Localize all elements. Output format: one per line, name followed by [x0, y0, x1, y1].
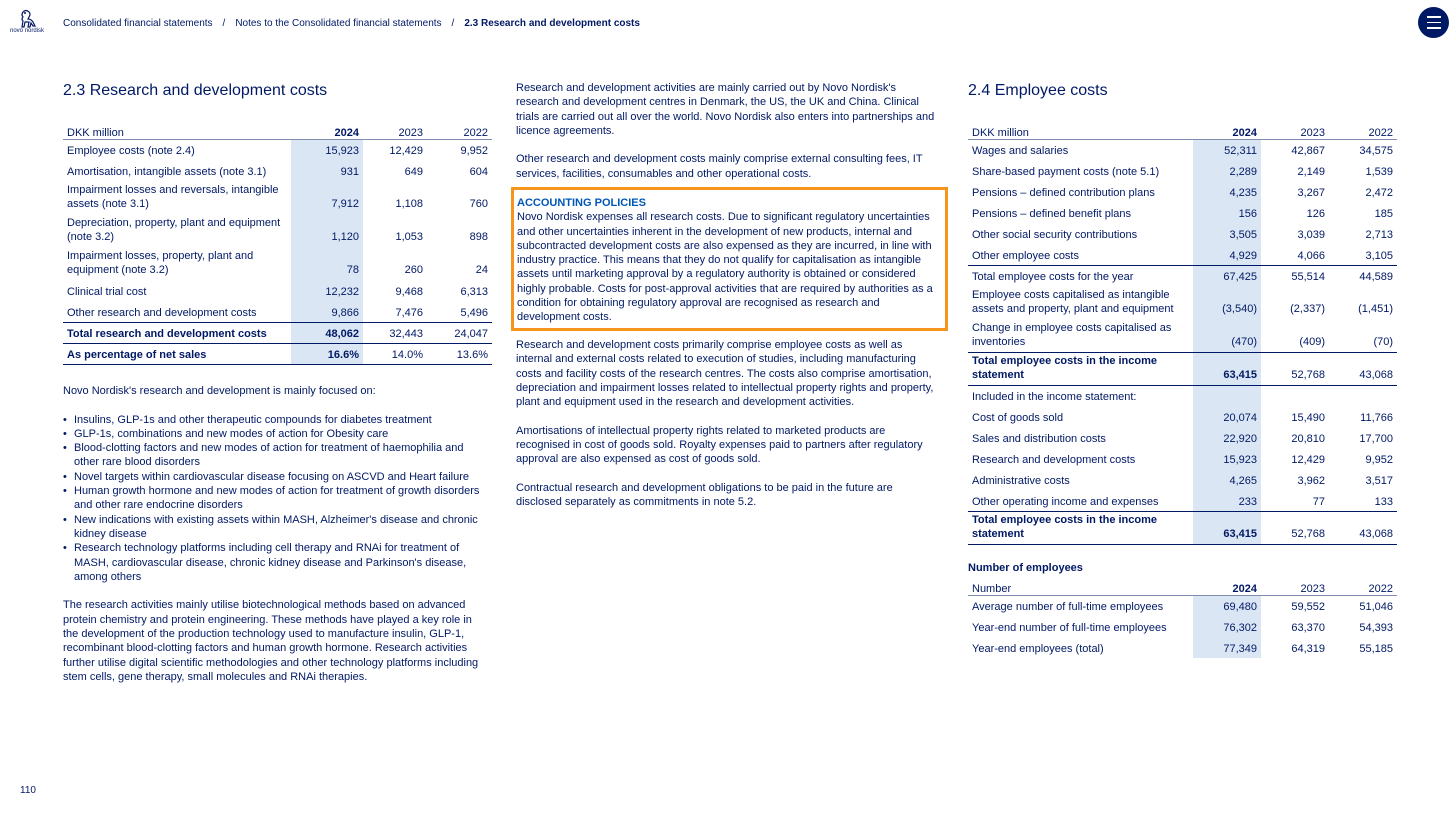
paragraph: Research and development costs primarily comprise employee costs as well as internal and external costs related to execution of studies, including manufacturing costs and facility costs of the research centres. The costs also comprise amortisation, depreciation and impairment losses related to intellectual property rights and property, plant and equipment used in the research and development activities. — [516, 339, 934, 409]
paragraph: Research and development activities are mainly carried out by Novo Nordisk's research and development centres in Denmark, the US, the UK and China. Clinical trials are carried out all over the world. Novo Nordisk also enters into partnerships and licence agreements. — [516, 82, 935, 137]
value-2024: 48,062 — [291, 322, 363, 343]
value-2023: 12,429 — [1291, 454, 1325, 466]
list-item: • Research technology platforms including cell therapy and RNAi for treatment of MASH, cardiovascular disease, chronic kidney disease and Parkinson's disease, among others — [63, 541, 488, 584]
value-2022: 898 — [469, 231, 488, 243]
accounting-policies-text: Novo Nordisk expenses all research costs. Due to significant regulatory uncertainties and other uncertainties inherent in the development of new products, internal and subcontracted development costs are also expensed as they are incurred, in line with industry practice. This means that they do not qualify for capitalisation as intangible assets until marketing approval by a regulatory authority is obtained or considered highly probable. Costs for post-approval activities that are required by authorities as a condition for obtaining regulatory approval are recognised as research and development costs. — [517, 211, 933, 324]
value-2023: 15,490 — [1291, 412, 1325, 424]
num-employees-table — [968, 579, 1397, 658]
table-row — [63, 160, 492, 181]
page-number: 110 — [20, 785, 36, 796]
row-label: Average number of full-time employees — [972, 601, 1164, 613]
value-2024: 2,289 — [1193, 160, 1261, 181]
value-2023: 52,768 — [1261, 352, 1329, 385]
value-2024: 63,415 — [1193, 352, 1261, 385]
row-label: Amortisation, intangible assets (note 3.1) — [67, 166, 267, 178]
value-2022: 13.6% — [427, 343, 492, 364]
table-row — [968, 139, 1397, 160]
rd-description-bottom — [516, 338, 941, 524]
rd-section-title: 2.3 Research and development costs — [63, 82, 328, 99]
table-row-total — [63, 322, 492, 343]
value-2023: 1,108 — [395, 198, 423, 210]
row-label: Included in the income statement: — [972, 391, 1137, 403]
breadcrumb-consolidated-statements[interactable]: Consolidated financial statements — [63, 18, 213, 29]
value-2024: (470) — [1193, 319, 1261, 352]
row-label: Other employee costs — [972, 249, 1079, 262]
value-2024: 4,235 — [1193, 181, 1261, 202]
breadcrumb — [63, 18, 640, 29]
value-2023: 4,066 — [1297, 249, 1325, 262]
table-header-year: 2023 — [1261, 123, 1329, 139]
row-label: Year-end number of full-time employees — [972, 622, 1167, 634]
value-2024: 15,923 — [291, 139, 363, 160]
paragraph: Other research and development costs mainly comprise external consulting fees, IT services, facilities, consumables and other operational costs. — [516, 153, 923, 180]
accounting-policies-box — [511, 187, 948, 331]
table-header-year: 2023 — [1261, 579, 1329, 595]
table-row — [968, 286, 1397, 319]
value-2024: 9,866 — [291, 301, 363, 322]
value-2023: 32,443 — [363, 322, 427, 343]
value-2022: 43,068 — [1329, 511, 1397, 544]
rd-costs-table — [63, 123, 492, 365]
value-2024: 1,120 — [291, 214, 363, 247]
value-2023: 14.0% — [363, 343, 427, 364]
table-row — [968, 469, 1397, 490]
table-row — [63, 214, 492, 247]
table-row — [63, 181, 492, 214]
value-2024: 7,912 — [291, 181, 363, 214]
row-label: Impairment losses and reversals, intangible assets (note 3.1) — [67, 184, 279, 210]
value-2023: (2,337) — [1290, 303, 1325, 315]
employee-section-title: 2.4 Employee costs — [968, 82, 1108, 99]
breadcrumb-separator: / — [222, 18, 226, 29]
table-header-label: DKK million — [968, 123, 1193, 139]
row-label: Total employee costs in the income statement — [968, 352, 1193, 385]
row-label: As percentage of net sales — [63, 343, 291, 364]
value-2022: 2,713 — [1365, 229, 1393, 241]
row-label: Other social security contributions — [972, 229, 1138, 241]
value-2022: 9,952 — [460, 145, 488, 157]
value-2023: 260 — [404, 264, 423, 276]
value-2022: 51,046 — [1359, 601, 1393, 613]
table-row — [968, 223, 1397, 244]
value-2024: 12,232 — [291, 280, 363, 301]
value-2022: 34,575 — [1359, 145, 1393, 157]
value-2022: (1,451) — [1358, 303, 1393, 315]
value-2023: 20,810 — [1291, 433, 1325, 445]
accounting-policies-heading: ACCOUNTING POLICIES — [517, 197, 646, 209]
table-row — [968, 244, 1397, 265]
list-item: • GLP-1s, combinations and new modes of action for Obesity care — [63, 427, 488, 441]
table-row — [968, 406, 1397, 427]
row-label: Impairment losses, property, plant and equipment (note 3.2) — [67, 250, 254, 276]
value-2023: 1,053 — [395, 231, 423, 243]
paragraph: Contractual research and development obligations to be paid in the future are disclosed separately as commitments in note 5.2. — [516, 481, 893, 509]
breadcrumb-notes[interactable]: Notes to the Consolidated financial statements — [235, 18, 442, 29]
table-header-year: 2024 — [1193, 123, 1261, 139]
value-2024: 20,074 — [1193, 406, 1261, 427]
value-2022: 24 — [475, 264, 488, 276]
row-label: Cost of goods sold — [972, 412, 1064, 424]
rd-description-top — [516, 81, 941, 195]
value-2024: 63,415 — [1193, 511, 1261, 544]
value-2023: 3,267 — [1297, 187, 1325, 199]
value-2022 — [1329, 385, 1397, 406]
row-label: Clinical trial cost — [67, 286, 147, 298]
value-2024: 69,480 — [1193, 595, 1261, 616]
num-employees-title: Number of employees — [968, 562, 1083, 574]
table-row — [968, 616, 1397, 637]
value-2022: 24,047 — [427, 322, 492, 343]
table-row — [63, 139, 492, 160]
hamburger-icon-line — [1427, 22, 1441, 24]
value-2024: 78 — [291, 247, 363, 280]
value-2024: 22,920 — [1193, 427, 1261, 448]
value-2023: 59,552 — [1291, 601, 1325, 613]
menu-button[interactable] — [1418, 7, 1449, 38]
row-label: Depreciation, property, plant and equipment (note 3.2) — [67, 217, 281, 243]
value-2024: 4,929 — [1193, 244, 1261, 265]
list-item: • Human growth hormone and new modes of action for treatment of growth disorders and other rare endocrine disorders — [63, 484, 488, 513]
logo-text: novo nordisk — [10, 28, 45, 34]
row-label: Total employee costs for the year — [968, 265, 1193, 286]
table-row — [968, 160, 1397, 181]
value-2023: 52,768 — [1261, 511, 1329, 544]
value-2022: (70) — [1373, 335, 1393, 348]
table-row — [968, 595, 1397, 616]
value-2022: 54,393 — [1359, 622, 1393, 634]
list-item: • Blood-clotting factors and new modes of action for treatment of haemophilia and other rare blood disorders — [63, 441, 488, 470]
table-row-total — [968, 511, 1397, 544]
table-row — [63, 301, 492, 322]
value-2022: 3,517 — [1365, 475, 1393, 487]
table-row — [968, 319, 1397, 352]
table-row — [968, 181, 1397, 202]
employee-costs-table — [968, 123, 1397, 545]
table-header-year: 2024 — [1193, 579, 1261, 595]
row-label: Other research and development costs — [67, 306, 257, 319]
value-2022: 5,496 — [460, 306, 488, 319]
value-2022: 9,952 — [1365, 454, 1393, 466]
hamburger-icon-line — [1427, 27, 1441, 29]
value-2024: (3,540) — [1193, 286, 1261, 319]
value-2023: 42,867 — [1291, 145, 1325, 157]
table-row-subtotal — [968, 265, 1397, 286]
value-2022: 55,185 — [1359, 643, 1393, 655]
breadcrumb-separator: / — [451, 18, 455, 29]
value-2024: 931 — [291, 160, 363, 181]
value-2024: 52,311 — [1193, 139, 1261, 160]
table-row — [968, 202, 1397, 223]
table-header-year: 2023 — [363, 123, 427, 139]
table-header-year: 2022 — [427, 123, 492, 139]
value-2023: 55,514 — [1261, 265, 1329, 286]
table-header-label: Number — [968, 579, 1193, 595]
row-label: Share-based payment costs (note 5.1) — [972, 166, 1160, 178]
row-label: Change in employee costs capitalised as inventories — [972, 321, 1172, 348]
row-label: Pensions – defined contribution plans — [972, 187, 1155, 199]
value-2023: 7,476 — [395, 306, 423, 319]
table-row — [968, 448, 1397, 469]
value-2023: 77 — [1312, 495, 1325, 508]
table-row — [968, 427, 1397, 448]
value-2023: 63,370 — [1291, 622, 1325, 634]
value-2023: 3,962 — [1297, 475, 1325, 487]
focus-list — [63, 413, 488, 585]
value-2023: 3,039 — [1297, 229, 1325, 241]
value-2022: 17,700 — [1359, 433, 1393, 445]
value-2024: 3,505 — [1193, 223, 1261, 244]
row-label: Total research and development costs — [63, 322, 291, 343]
breadcrumb-current: 2.3 Research and development costs — [464, 18, 640, 29]
value-2024: 16.6% — [291, 343, 363, 364]
focus-intro: Novo Nordisk's research and development is mainly focused on: — [63, 385, 376, 397]
list-item: • Insulins, GLP-1s and other therapeutic compounds for diabetes treatment — [63, 413, 488, 427]
value-2022: 6,313 — [460, 286, 488, 298]
row-label: Pensions – defined benefit plans — [972, 208, 1132, 220]
value-2024 — [1193, 385, 1261, 406]
row-label: Other operating income and expenses — [972, 495, 1159, 508]
value-2022: 185 — [1374, 208, 1393, 220]
value-2022: 44,589 — [1329, 265, 1397, 286]
row-label: Administrative costs — [972, 475, 1070, 487]
row-label: Research and development costs — [972, 454, 1136, 466]
table-row — [63, 280, 492, 301]
row-label: Employee costs capitalised as intangible assets and property, plant and equipment — [972, 289, 1174, 315]
table-header-year: 2022 — [1329, 123, 1397, 139]
table-row — [968, 637, 1397, 658]
value-2024: 77,349 — [1193, 637, 1261, 658]
value-2023: 12,429 — [389, 145, 423, 157]
value-2022: 3,105 — [1365, 249, 1393, 262]
value-2023: 649 — [404, 166, 423, 178]
value-2024: 156 — [1193, 202, 1261, 223]
value-2024: 67,425 — [1193, 265, 1261, 286]
value-2023 — [1261, 385, 1329, 406]
value-2022: 760 — [469, 198, 488, 210]
value-2022: 604 — [469, 166, 488, 178]
table-row-subheading — [968, 385, 1397, 406]
table-header-year: 2022 — [1329, 579, 1397, 595]
list-item: • New indications with existing assets within MASH, Alzheimer's disease and chronic kidney disease — [63, 513, 488, 542]
table-row — [968, 490, 1397, 511]
value-2022: 1,539 — [1365, 166, 1393, 178]
value-2023: 126 — [1306, 208, 1325, 220]
value-2024: 4,265 — [1193, 469, 1261, 490]
value-2023: (409) — [1299, 335, 1325, 348]
value-2024: 233 — [1193, 490, 1261, 511]
row-label: Wages and salaries — [972, 145, 1069, 157]
table-row-total — [968, 352, 1397, 385]
methods-text: The research activities mainly utilise biotechnological methods based on advanced protein chemistry and protein engineering. These methods have played a key role in the development of the production technology used to manufacture insulin, GLP-1, recombinant blood-clotting factors and human growth hormone. Research activities further utilise digital scientific methodologies and other technology platforms including stem cells, gene therapy, small molecules and RNAi therapies. — [63, 599, 479, 683]
value-2022: 133 — [1374, 495, 1393, 508]
table-header-year: 2024 — [291, 123, 363, 139]
value-2024: 15,923 — [1193, 448, 1261, 469]
paragraph: Amortisations of intellectual property rights related to marketed products are recognised in cost of goods sold. Royalty expenses paid to partners after regulatory approval are also expensed as cost of goods sold. — [516, 424, 923, 466]
table-row — [63, 247, 492, 280]
table-row-percentage — [63, 343, 492, 364]
value-2023: 9,468 — [395, 286, 423, 298]
row-label: Year-end employees (total) — [972, 643, 1104, 655]
row-label: Employee costs (note 2.4) — [67, 145, 195, 157]
row-label: Sales and distribution costs — [972, 433, 1106, 445]
value-2023: 64,319 — [1291, 643, 1325, 655]
table-header-label: DKK million — [63, 123, 291, 139]
row-label: Total employee costs in the income statement — [968, 511, 1193, 544]
value-2023: 2,149 — [1297, 166, 1325, 178]
hamburger-icon-line — [1427, 16, 1441, 18]
value-2024: 76,302 — [1193, 616, 1261, 637]
value-2022: 2,472 — [1365, 187, 1393, 199]
value-2022: 43,068 — [1329, 352, 1397, 385]
rd-focus-text — [63, 384, 488, 699]
value-2022: 11,766 — [1360, 412, 1393, 424]
list-item: • Novel targets within cardiovascular disease focusing on ASCVD and Heart failure — [63, 470, 488, 484]
